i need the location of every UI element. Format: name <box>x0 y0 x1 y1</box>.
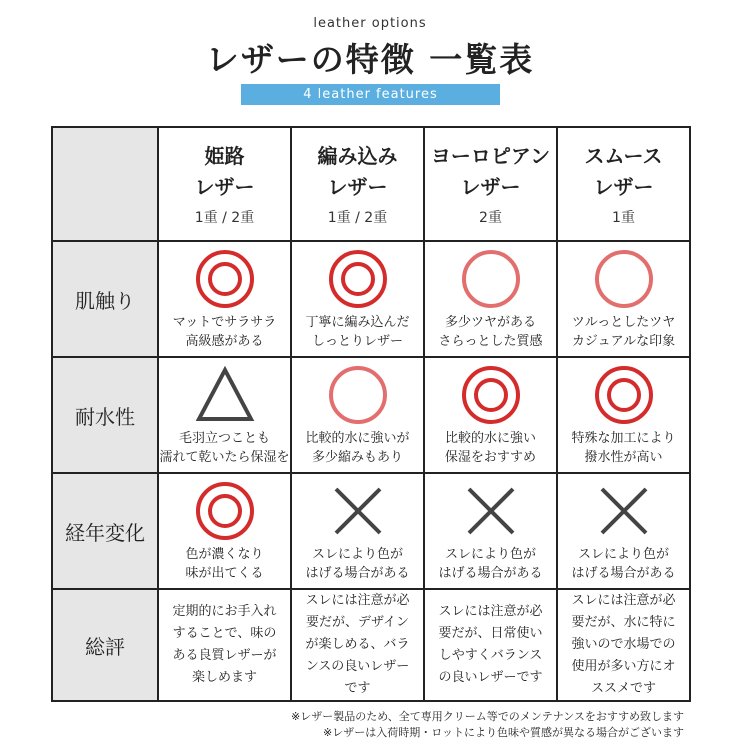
footnote: ※レザーは入荷時期・ロットにより色味や質感が異なる場合がございます <box>323 726 684 739</box>
triangle-icon <box>193 363 257 427</box>
double-circle-icon <box>193 479 257 543</box>
rating-cell <box>424 473 557 589</box>
rating-description: ツルっとしたツヤ カジュアルな印象 <box>571 315 676 349</box>
table-row-texture <box>52 241 690 357</box>
cross-icon <box>459 479 523 543</box>
rating-description: マットでサラサラ 高級感がある <box>172 315 277 349</box>
summary-cell: 定期的にお手入れ することで、味の ある良質レザーが 楽しめます <box>158 589 291 701</box>
rating-cell <box>158 357 291 473</box>
circle-icon <box>326 363 390 427</box>
rating-description: 特殊な加工により 撥水性が高い <box>571 431 676 465</box>
rating-symbol <box>292 479 423 543</box>
rating-description: スレにより色が はげる場合がある <box>571 547 676 581</box>
circle-icon <box>459 247 523 311</box>
table-row-summary <box>52 589 690 701</box>
rating-symbol <box>558 479 689 543</box>
footnote: ※レザー製品のため、全て専用クリーム等でのメンテナンスをおすすめ致します <box>290 710 684 723</box>
rating-description: 丁寧に編み込んだ しっとりレザー <box>305 315 410 349</box>
rating-description: スレにより色が はげる場合がある <box>305 547 410 581</box>
table-corner <box>52 127 158 241</box>
column-header-smooth <box>557 127 690 241</box>
double-circle-icon <box>459 363 523 427</box>
row-label: 総評 <box>52 589 158 701</box>
rating-symbol <box>425 247 556 311</box>
rating-description: 比較的水に強いが 多少縮みもあり <box>305 431 410 465</box>
column-weight: 1重 <box>612 210 635 226</box>
header-subtitle: leather options <box>313 16 427 31</box>
summary-cell: スレには注意が必 要だが、水に特に 強いので水場での 使用が多い方にオ ススメです <box>557 589 690 701</box>
rating-cell <box>158 241 291 357</box>
rating-cell <box>291 473 424 589</box>
table-row-water-resistance <box>52 357 690 473</box>
rating-symbol <box>159 363 290 427</box>
rating-description: 色が濃くなり 味が出てくる <box>185 547 264 581</box>
rating-cell <box>158 473 291 589</box>
rating-symbol <box>292 247 423 311</box>
column-weight: 1重 / 2重 <box>194 210 255 226</box>
column-header-european <box>424 127 557 241</box>
column-name-line2: レザー <box>593 175 654 199</box>
column-name-line1: 編み込み <box>317 144 398 168</box>
column-name-line2: レザー <box>460 175 521 199</box>
rating-symbol <box>558 247 689 311</box>
double-circle-icon <box>592 363 656 427</box>
column-header-himeji <box>158 127 291 241</box>
column-header-amikomi <box>291 127 424 241</box>
rating-symbol <box>425 363 556 427</box>
column-name-line1: スムース <box>584 144 663 168</box>
rating-symbol <box>425 479 556 543</box>
rating-cell <box>291 241 424 357</box>
column-weight: 2重 <box>479 210 502 226</box>
rating-cell <box>291 357 424 473</box>
rating-cell <box>557 473 690 589</box>
double-circle-icon <box>193 247 257 311</box>
row-label: 経年変化 <box>52 473 158 589</box>
rating-cell <box>557 241 690 357</box>
column-name-line2: レザー <box>194 175 255 199</box>
page-title: レザーの特徴 一覧表 <box>205 40 535 79</box>
rating-cell <box>424 241 557 357</box>
row-label: 肌触り <box>52 241 158 357</box>
rating-description: 比較的水に強い 保湿をおすすめ <box>444 431 537 465</box>
rating-symbol <box>159 247 290 311</box>
rating-symbol <box>558 363 689 427</box>
row-label: 耐水性 <box>52 357 158 473</box>
rating-cell <box>557 357 690 473</box>
column-name-line1: 姫路 <box>204 144 245 168</box>
cross-icon <box>592 479 656 543</box>
comparison-table <box>51 126 691 702</box>
rating-description: 毛羽立つことも 濡れて乾いたら保湿を <box>159 431 290 465</box>
header-band: 4 leather features <box>241 84 500 105</box>
double-circle-icon <box>326 247 390 311</box>
column-name-line2: レザー <box>327 175 388 199</box>
rating-cell <box>424 357 557 473</box>
table-row-aging <box>52 473 690 589</box>
circle-icon <box>592 247 656 311</box>
rating-description: 多少ツヤがある さらっとした質感 <box>438 315 543 349</box>
column-weight: 1重 / 2重 <box>327 210 388 226</box>
cross-icon <box>326 479 390 543</box>
rating-symbol <box>159 479 290 543</box>
table-header-row <box>52 127 690 241</box>
summary-cell: スレには注意が必 要だが、デザイン が楽しめる、バラ ンスの良いレザー です <box>291 589 424 701</box>
rating-description: スレにより色が はげる場合がある <box>438 547 543 581</box>
summary-cell: スレには注意が必 要だが、日常使い しやすくバランス の良いレザーです <box>424 589 557 701</box>
rating-symbol <box>292 363 423 427</box>
column-name-line1: ヨーロピアン <box>430 144 551 168</box>
